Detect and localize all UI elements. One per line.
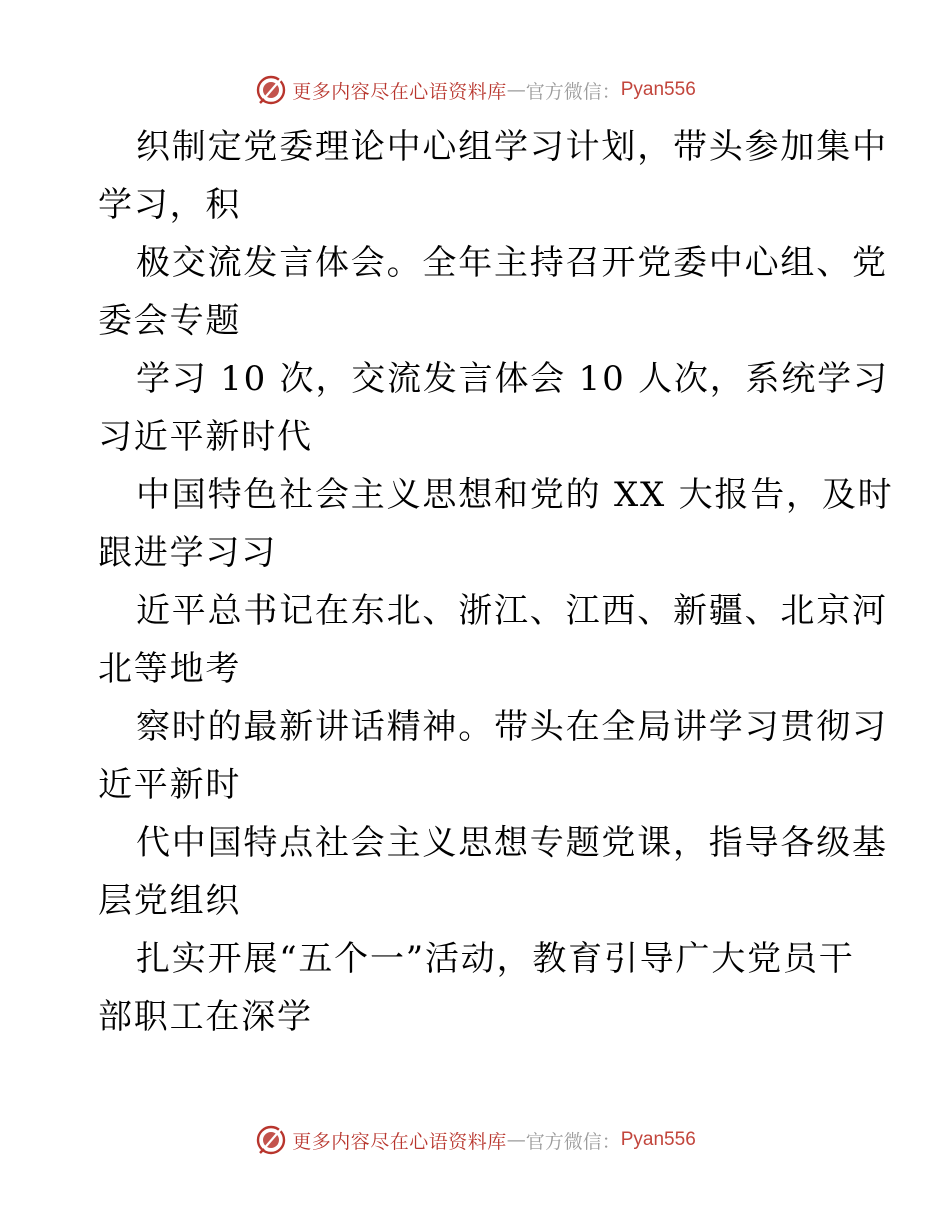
footer-watermark xyxy=(0,1120,950,1160)
watermark-dash: — xyxy=(506,1129,526,1151)
text-line: 委会专题 xyxy=(98,301,242,341)
watermark-dash: — xyxy=(506,79,526,101)
text-line: 习近平新时代 xyxy=(98,417,313,457)
watermark-label: 官方微信： xyxy=(525,1130,621,1153)
text-line: 跟进学习习 xyxy=(98,533,277,573)
text-line: 部职工在深学 xyxy=(98,997,313,1037)
text-line: 极交流发言体会。全年主持召开党委中心组、党 xyxy=(136,243,888,283)
text-line: 代中国特点社会主义思想专题党课，指导各级基 xyxy=(136,823,888,863)
text-line: 察时的最新讲话精神。带头在全局讲学习贯彻习 xyxy=(136,707,888,747)
text-line: 学习，积 xyxy=(98,185,242,225)
quill-logo-icon xyxy=(254,1123,288,1157)
document-body xyxy=(98,118,894,1046)
header-watermark xyxy=(0,70,950,110)
text-line: 织制定党委理论中心组学习计划，带头参加集中 xyxy=(136,127,888,167)
text-line: 北等地考 xyxy=(98,649,242,689)
text-line: 近平总书记在东北、浙江、江西、新疆、北京河 xyxy=(136,591,888,631)
text-line: 学习 10 次，交流发言体会 10 人次，系统学习 xyxy=(136,359,889,399)
watermark-label: 官方微信： xyxy=(525,80,621,103)
text-line: 近平新时 xyxy=(98,765,242,805)
text-line: 层党组织 xyxy=(98,881,242,921)
watermark-wechat-id: Pyan556 xyxy=(620,1129,696,1150)
text-line: 中国特色社会主义思想和党的 XX 大报告，及时 xyxy=(136,475,894,515)
text-line: 扎实开展“五个一”活动，教育引导广大党员干 xyxy=(136,939,855,979)
watermark-brand: 更多内容尽在心语资料库 xyxy=(292,1130,507,1153)
watermark-wechat-id: Pyan556 xyxy=(620,79,696,100)
quill-logo-icon xyxy=(254,73,288,107)
watermark-brand: 更多内容尽在心语资料库 xyxy=(292,80,507,103)
